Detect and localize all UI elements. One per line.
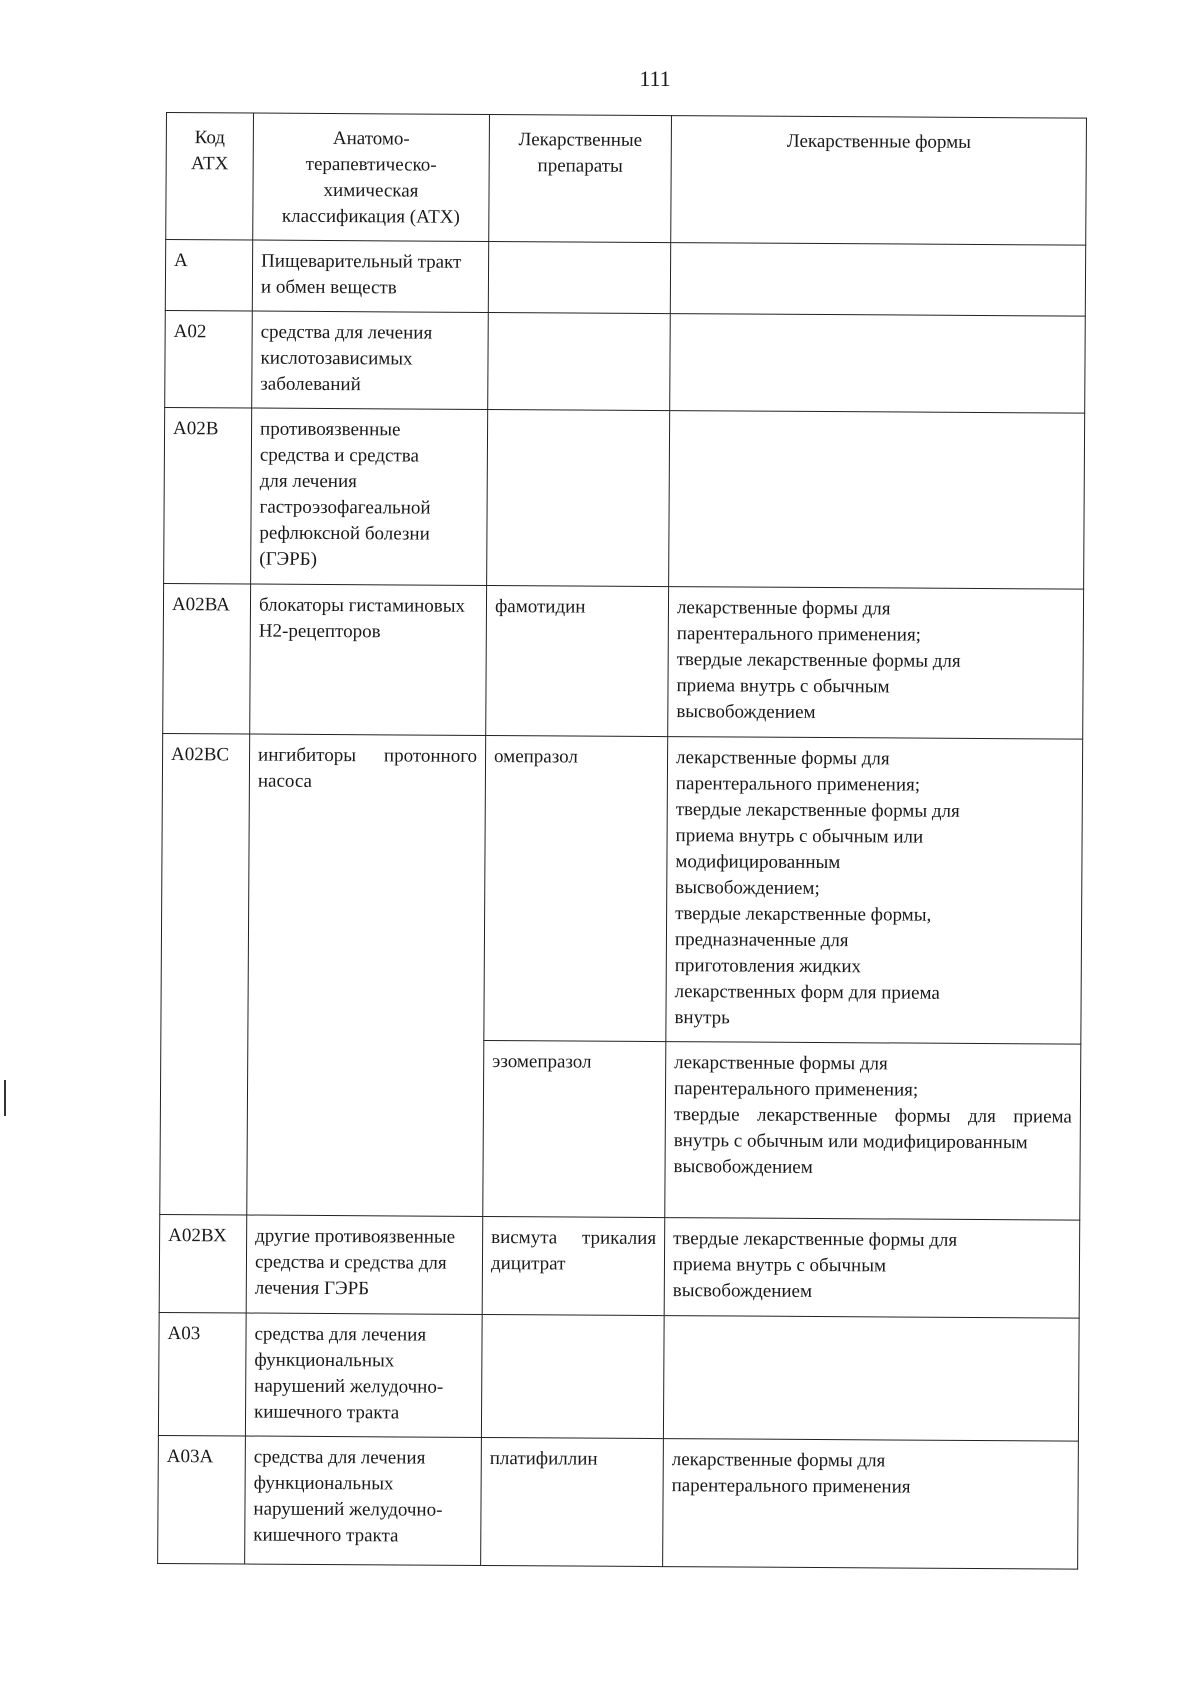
table-row	[158, 1435, 1079, 1569]
row-forms	[670, 314, 1086, 414]
row-code: А02В	[164, 407, 252, 584]
row-classification: блокаторы гистаминовых Н2-рецепторов	[250, 584, 487, 735]
table-row	[164, 407, 1085, 589]
row-forms: лекарственные формы для парентерального применения; твердые лекарственные формы для приема внутрь с обычным высвобождением	[668, 587, 1084, 740]
row-forms: лекарственные формы для парентерального применения	[663, 1439, 1079, 1570]
table-row	[161, 733, 1083, 1044]
table-row	[163, 583, 1084, 739]
table-row	[165, 240, 1085, 317]
row-code: А	[165, 240, 252, 312]
row-code: А02ВХ	[159, 1214, 247, 1313]
row-code: А02ВА	[163, 583, 251, 734]
row-forms-2: лекарственные формы для парентерального применения; твердые лекарственные формы для приема внутрь с обычным или модифицированным высвобождением	[665, 1042, 1081, 1221]
row-drug	[488, 241, 670, 313]
row-classification: Пищеварительный тракт и обмен веществ	[252, 240, 488, 312]
table-row	[158, 1312, 1079, 1441]
row-classification: ингибиторы протонного насоса	[247, 734, 486, 1216]
row-code: А03А	[158, 1435, 246, 1564]
row-code: А02ВС	[160, 733, 250, 1215]
row-drug	[481, 1314, 664, 1438]
row-forms	[663, 1316, 1079, 1442]
page-number: 111	[639, 66, 671, 91]
header-drugs: Лекарственные препараты	[489, 114, 672, 242]
row-forms	[669, 411, 1085, 590]
row-classification: противоязвенные средства и средства для лечения гастроэзофагеальной рефлюксной болезни (ГЭРБ)	[251, 408, 488, 585]
row-code: А03	[158, 1312, 246, 1436]
table-row	[159, 1214, 1080, 1318]
row-drug: платифиллин	[481, 1437, 664, 1566]
row-classification: средства для лечения кислотозависимых заболеваний	[252, 311, 489, 409]
row-classification: средства для лечения функциональных нарушений желудочно- кишечного тракта	[245, 1313, 482, 1437]
row-drug	[488, 312, 671, 410]
row-drug: висмута трикалия дицитрат	[482, 1216, 665, 1315]
header-classification: Анатомо- терапевтическо- химическая классификация (АТХ)	[253, 113, 490, 241]
scan-artifact-line	[4, 1080, 6, 1116]
row-drug-2: эзомепразол	[483, 1040, 666, 1217]
row-forms	[670, 243, 1085, 317]
header-code: Код АТХ	[166, 113, 254, 241]
table-row	[165, 310, 1086, 413]
row-classification: другие противоязвенные средства и средства для лечения ГЭРБ	[246, 1215, 483, 1314]
row-drug: фамотидин	[486, 585, 669, 736]
header-forms: Лекарственные формы	[671, 116, 1087, 246]
row-classification: средства для лечения функциональных нарушений желудочно- кишечного тракта	[245, 1436, 482, 1565]
row-drug	[487, 409, 670, 586]
row-forms: твердые лекарственные формы для приема внутрь с обычным высвобождением	[664, 1218, 1080, 1319]
row-drug: омепразол	[484, 735, 668, 1041]
atc-table	[157, 112, 1087, 1570]
table-header-row	[166, 113, 1087, 246]
row-code: А02	[165, 310, 253, 408]
row-forms: лекарственные формы для парентерального применения; твердые лекарственные формы для приема внутрь с обычным или модифицированным высвобождением; твердые лекарственные формы, предназначенные для приготовления жидких лекарственных форм для приема внутрь	[666, 737, 1083, 1045]
